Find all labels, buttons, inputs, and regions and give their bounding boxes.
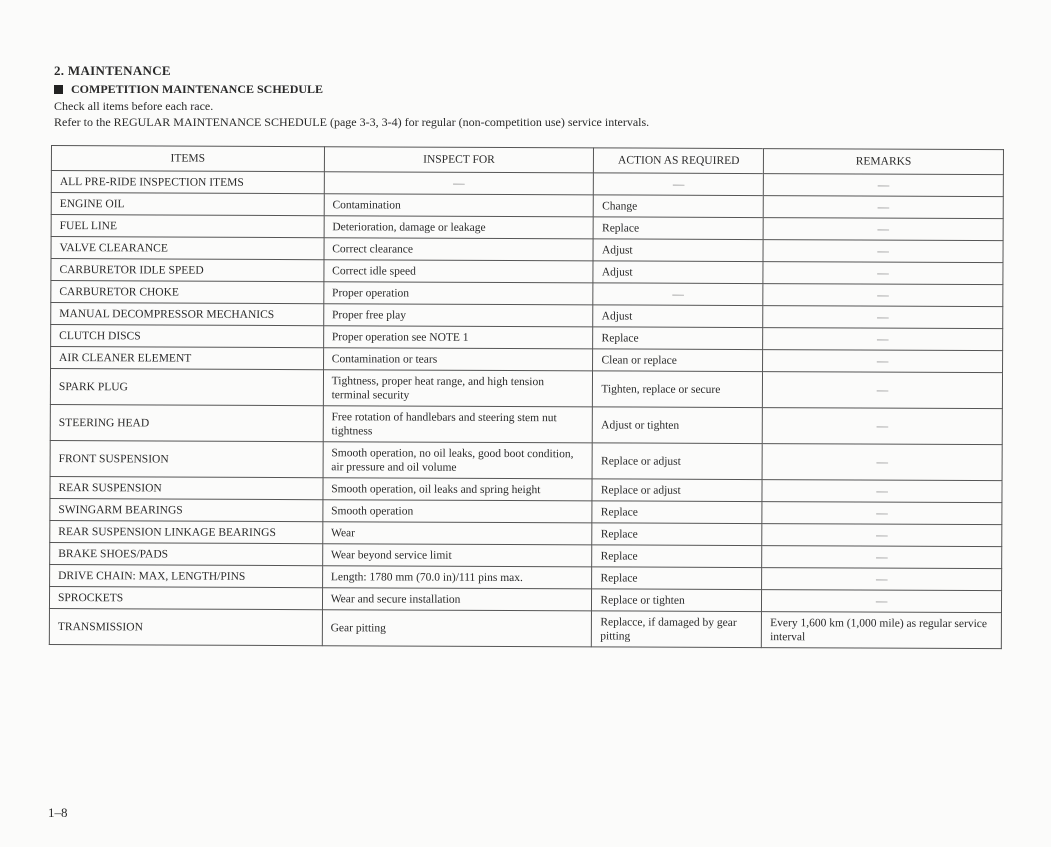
page-number: 1–8 <box>48 805 68 820</box>
cell-action: Replacce, if damaged by gear pitting <box>592 611 762 648</box>
cell-inspect-for: Tightness, proper heat range, and high tension terminal security <box>323 370 593 407</box>
cell-inspect-for: Smooth operation, oil leaks and spring height <box>323 478 593 501</box>
cell-action: Replace or adjust <box>592 479 762 502</box>
cell-inspect-for: Free rotation of handlebars and steering stem nut tightness <box>323 406 593 443</box>
table-row <box>50 440 1002 480</box>
cell-inspect-for: Correct idle speed <box>324 260 594 283</box>
cell-inspect-for: Wear <box>322 522 592 545</box>
header-items: ITEMS <box>51 146 324 172</box>
table-row <box>50 404 1002 444</box>
cell-remarks: Every 1,600 km (1,000 mile) as regular service interval <box>762 612 1002 649</box>
cell-action: Replace <box>592 567 762 590</box>
cell-inspect-for: Length: 1780 mm (70.0 in)/111 pins max. <box>322 566 592 589</box>
cell-item: TRANSMISSION <box>49 608 322 645</box>
cell-item: SPARK PLUG <box>50 369 323 406</box>
cell-remarks: — <box>763 350 1003 373</box>
cell-item: MANUAL DECOMPRESSOR MECHANICS <box>51 303 324 326</box>
cell-item: VALVE CLEARANCE <box>51 237 324 260</box>
cell-remarks: — <box>763 218 1003 241</box>
cell-item: DRIVE CHAIN: MAX, LENGTH/PINS <box>50 564 323 587</box>
cell-action: Adjust <box>593 261 763 284</box>
cell-action: Tighten, replace or secure <box>593 371 763 408</box>
cell-inspect-for: Correct clearance <box>324 238 594 261</box>
cell-action: Replace or adjust <box>592 443 762 480</box>
cell-item: STEERING HEAD <box>50 404 323 441</box>
cell-remarks: — <box>763 240 1003 263</box>
cell-item: FUEL LINE <box>51 215 324 238</box>
cell-action: — <box>593 283 763 306</box>
maintenance-schedule-table <box>49 145 1004 649</box>
cell-item: ENGINE OIL <box>51 193 324 216</box>
cell-item: CARBURETOR CHOKE <box>51 281 324 304</box>
cell-action: — <box>594 173 764 196</box>
cell-remarks: — <box>762 480 1002 503</box>
cell-item: BRAKE SHOES/PADS <box>50 542 323 565</box>
cell-remarks: — <box>764 174 1004 197</box>
cell-action: Replace <box>592 545 762 568</box>
section-title: 2. MAINTENANCE <box>54 63 171 78</box>
cell-inspect-for: Deterioration, damage or leakage <box>324 216 594 239</box>
cell-remarks: — <box>762 524 1002 547</box>
cell-item: REAR SUSPENSION LINKAGE BEARINGS <box>50 520 323 543</box>
cell-remarks: — <box>763 372 1003 409</box>
cell-item: CARBURETOR IDLE SPEED <box>51 259 324 282</box>
cell-item: SPROCKETS <box>49 586 322 609</box>
cell-remarks: — <box>763 306 1003 329</box>
cell-inspect-for: Gear pitting <box>322 610 592 647</box>
cell-inspect-for: Proper free play <box>323 304 593 327</box>
table-row <box>49 608 1001 648</box>
cell-remarks: — <box>762 546 1002 569</box>
cell-action: Clean or replace <box>593 349 763 372</box>
cell-action: Replace <box>594 217 764 240</box>
cell-inspect-for: Wear beyond service limit <box>322 544 592 567</box>
cell-inspect-for: Smooth operation <box>323 500 593 523</box>
cell-action: Replace or tighten <box>592 589 762 612</box>
cell-remarks: — <box>763 284 1003 307</box>
cell-action: Replace <box>593 327 763 350</box>
cell-remarks: — <box>763 196 1003 219</box>
cell-remarks: — <box>763 262 1003 285</box>
cell-item: CLUTCH DISCS <box>51 325 324 348</box>
cell-inspect-for: Contamination or tears <box>323 348 593 371</box>
table-row <box>50 369 1002 409</box>
cell-item: FRONT SUSPENSION <box>50 440 323 477</box>
cell-remarks: — <box>762 408 1002 445</box>
cell-action: Change <box>594 195 764 218</box>
header-action: ACTION AS REQUIRED <box>594 148 764 174</box>
cell-action: Adjust or tighten <box>593 407 763 444</box>
cell-inspect-for: Smooth operation, no oil leaks, good boot condition, air pressure and oil volume <box>323 442 593 479</box>
cell-remarks: — <box>762 444 1002 481</box>
intro-line-1: Check all items before each race. <box>54 99 214 113</box>
cell-action: Replace <box>592 501 762 524</box>
cell-action: Adjust <box>593 305 763 328</box>
cell-action: Replace <box>592 523 762 546</box>
cell-item: REAR SUSPENSION <box>50 476 323 499</box>
cell-remarks: — <box>762 590 1002 613</box>
cell-item: AIR CLEANER ELEMENT <box>51 347 324 370</box>
cell-action: Adjust <box>593 239 763 262</box>
cell-inspect-for: Proper operation see NOTE 1 <box>323 326 593 349</box>
subsection-title: COMPETITION MAINTENANCE SCHEDULE <box>71 82 324 96</box>
cell-inspect-for: Proper operation <box>324 282 594 305</box>
intro-line-2: Refer to the REGULAR MAINTENANCE SCHEDULE (page 3-3, 3-4) for regular (non-competition use) service intervals. <box>54 115 650 129</box>
cell-item: ALL PRE-RIDE INSPECTION ITEMS <box>51 171 324 194</box>
cell-inspect-for: — <box>324 172 594 195</box>
table-body <box>49 171 1003 649</box>
page-header <box>54 63 1014 131</box>
cell-remarks: — <box>762 568 1002 591</box>
cell-inspect-for: Wear and secure installation <box>322 588 592 611</box>
header-inspect-for: INSPECT FOR <box>324 147 594 173</box>
cell-inspect-for: Contamination <box>324 194 594 217</box>
cell-remarks: — <box>763 328 1003 351</box>
cell-item: SWINGARM BEARINGS <box>50 498 323 521</box>
header-remarks: REMARKS <box>764 149 1004 175</box>
cell-remarks: — <box>762 502 1002 525</box>
square-bullet-icon <box>54 85 63 94</box>
subsection-heading <box>54 82 1014 97</box>
